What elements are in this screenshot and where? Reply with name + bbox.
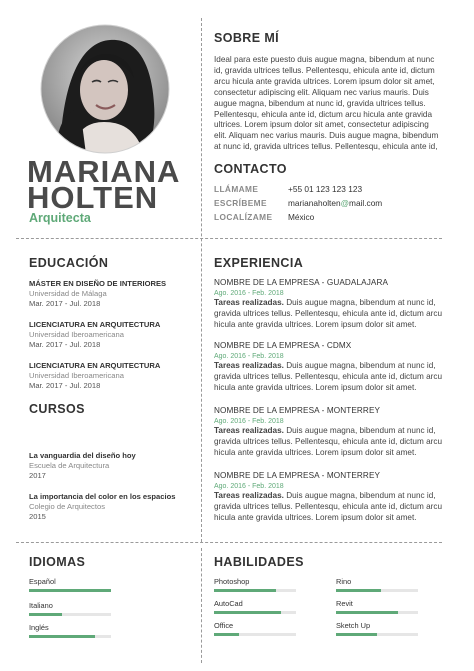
skill-label: Revit <box>336 599 353 608</box>
phone-label: LLÁMAME <box>214 184 259 194</box>
education-item <box>29 320 194 350</box>
experience-title: NOMBRE DE LA EMPRESA - GUADALAJARA <box>214 278 389 287</box>
name-last: HOLTEN <box>27 180 159 215</box>
contact-location-row <box>214 212 454 225</box>
education-title: MÁSTER EN DISEÑO DE INTERIORES <box>29 279 167 288</box>
skill-item <box>214 599 296 614</box>
skill-level-track <box>336 633 418 636</box>
skill-level-fill <box>336 589 381 592</box>
course-item <box>29 451 199 481</box>
language-level-fill <box>29 635 95 638</box>
education-title: LICENCIATURA EN ARQUITECTURA <box>29 320 161 329</box>
location-value: México <box>288 212 315 222</box>
experience-title: NOMBRE DE LA EMPRESA - MONTERREY <box>214 406 381 415</box>
phone-value[interactable]: +55 01 123 123 123 <box>288 184 363 194</box>
experience-dates: Ago. 2016 - Feb. 2018 <box>214 352 284 360</box>
name-first: MARIANA <box>27 154 181 189</box>
experience-title: NOMBRE DE LA EMPRESA - MONTERREY <box>214 471 381 480</box>
experience-description-line: gravida ultrices tellus. Pellentesqu, ehicula ante id, dictum arcu <box>214 371 443 381</box>
skill-label: Rino <box>336 577 352 586</box>
course-item <box>29 492 199 522</box>
courses-heading: CURSOS <box>29 402 85 416</box>
email-label: ESCRÍBEME <box>214 198 267 208</box>
skill-item <box>336 621 418 636</box>
language-label: Español <box>29 577 56 586</box>
experience-item <box>214 341 450 394</box>
location-label: LOCALÍZAME <box>214 212 273 222</box>
experience-dates: Ago. 2016 - Feb. 2018 <box>214 289 284 297</box>
skill-label: Sketch Up <box>336 621 371 630</box>
contact-phone-row <box>214 184 454 197</box>
section-divider-bottom <box>16 542 442 543</box>
education-school: Universidad Iberoamericana <box>29 330 124 339</box>
education-item <box>29 361 194 391</box>
skill-item <box>336 599 418 614</box>
course-title: La vanguardia del diseño hoy <box>29 451 136 460</box>
skill-level-track <box>214 633 296 636</box>
skill-label: AutoCad <box>214 599 243 608</box>
experience-description: Tareas realizadas. Duis augue magna, bibendum at nunc id, <box>214 426 436 435</box>
experience-description: Tareas realizadas. Duis augue magna, bibendum at nunc id, <box>214 491 436 500</box>
skill-level-fill <box>214 589 276 592</box>
education-school: Universidad Iberoamericana <box>29 371 124 380</box>
education-title: LICENCIATURA EN ARQUITECTURA <box>29 361 161 370</box>
course-year: 2017 <box>29 471 46 480</box>
section-divider-mid <box>16 238 442 239</box>
vertical-divider-bottom <box>201 548 202 663</box>
course-school: Escuela de Arquitectura <box>29 461 110 470</box>
experience-description-line: hicula ante gravida ultrices. Lorem ipsum dolor sit amet. <box>214 319 417 329</box>
skill-level-track <box>214 589 296 592</box>
skill-label: Office <box>214 621 234 630</box>
skills-heading: HABILIDADES <box>214 555 304 569</box>
language-level-track <box>29 589 111 592</box>
course-year: 2015 <box>29 512 46 521</box>
skill-item <box>214 621 296 636</box>
language-level-fill <box>29 589 111 592</box>
skill-level-fill <box>336 633 377 636</box>
experience-title: NOMBRE DE LA EMPRESA - CDMX <box>214 341 352 350</box>
skill-label: Photoshop <box>214 577 250 586</box>
experience-description-line: gravida ultrices tellus. Pellentesqu, ehicula ante id, dictum arcu <box>214 308 443 318</box>
experience-description: Tareas realizadas. Duis augue magna, bibendum at nunc id, <box>214 298 436 307</box>
vertical-divider-top <box>201 18 202 542</box>
education-dates: Mar. 2017 - Jul. 2018 <box>29 340 101 349</box>
languages-heading: IDIOMAS <box>29 555 86 569</box>
contact-heading: CONTACTO <box>214 162 287 176</box>
language-level-track <box>29 613 111 616</box>
skill-level-track <box>336 611 418 614</box>
experience-item <box>214 471 450 524</box>
experience-description-line: hicula ante gravida ultrices. Lorem ipsum dolor sit amet. <box>214 512 417 522</box>
skill-level-track <box>336 589 418 592</box>
experience-item <box>214 278 450 331</box>
experience-description: Tareas realizadas. Duis augue magna, bibendum at nunc id, <box>214 361 436 370</box>
language-item <box>29 577 111 592</box>
language-item <box>29 601 111 616</box>
about-heading: SOBRE MÍ <box>214 31 280 45</box>
contact-email-row <box>214 198 454 211</box>
email-value[interactable]: marianaholten@mail.com <box>288 198 383 208</box>
skill-item <box>336 577 418 592</box>
language-level-track <box>29 635 111 638</box>
about-paragraph: Ideal para este puesto duis augue magna, bibendum at nunc id, gravida ultrices tellus. Pellentesqu, ehicula ante id, dictum arcu hicula ante gravida ultrices. Lorem ipsum dolor sit amet, consectetur adipiscing elit. Aliquam nec varius mauris. Duis augue magna, bibendum at nunc id, gravida ultrices tellus. Pellentesqu, ehicula ante id, dictum arcu hicula ante gravida ultrices. Lorem ipsum dolor sit amet, consectetur adipiscing elit. Aliquam nec varius mauris. Duis augue magna, bibendum at nunc id, gravida ultrices tellus. Pellentesqu, ehicula ante id, <box>214 55 439 152</box>
course-title: La importancia del color en los espacios <box>29 492 176 501</box>
skill-level-fill <box>214 611 281 614</box>
language-label: Italiano <box>29 601 53 610</box>
experience-item <box>214 406 450 459</box>
language-label: Inglés <box>29 623 49 632</box>
education-dates: Mar. 2017 - Jul. 2018 <box>29 299 101 308</box>
language-item <box>29 623 111 638</box>
skill-level-fill <box>336 611 398 614</box>
experience-description-line: hicula ante gravida ultrices. Lorem ipsum dolor sit amet. <box>214 447 417 457</box>
education-heading: EDUCACIÓN <box>29 256 109 270</box>
language-level-fill <box>29 613 62 616</box>
education-item <box>29 279 194 309</box>
experience-heading: EXPERIENCIA <box>214 256 304 270</box>
experience-dates: Ago. 2016 - Feb. 2018 <box>214 482 284 490</box>
skill-level-fill <box>214 633 239 636</box>
education-school: Universidad de Málaga <box>29 289 107 298</box>
experience-description-line: gravida ultrices tellus. Pellentesqu, ehicula ante id, dictum arcu <box>214 436 443 446</box>
experience-description-line: gravida ultrices tellus. Pellentesqu, ehicula ante id, dictum arcu <box>214 501 443 511</box>
skill-level-track <box>214 611 296 614</box>
course-school: Colegio de Arquitectos <box>29 502 105 511</box>
job-title: Arquitecta <box>29 211 91 225</box>
skill-item <box>214 577 296 592</box>
experience-dates: Ago. 2016 - Feb. 2018 <box>214 417 284 425</box>
education-dates: Mar. 2017 - Jul. 2018 <box>29 381 101 390</box>
avatar <box>40 24 170 154</box>
experience-description-line: hicula ante gravida ultrices. Lorem ipsum dolor sit amet. <box>214 382 417 392</box>
